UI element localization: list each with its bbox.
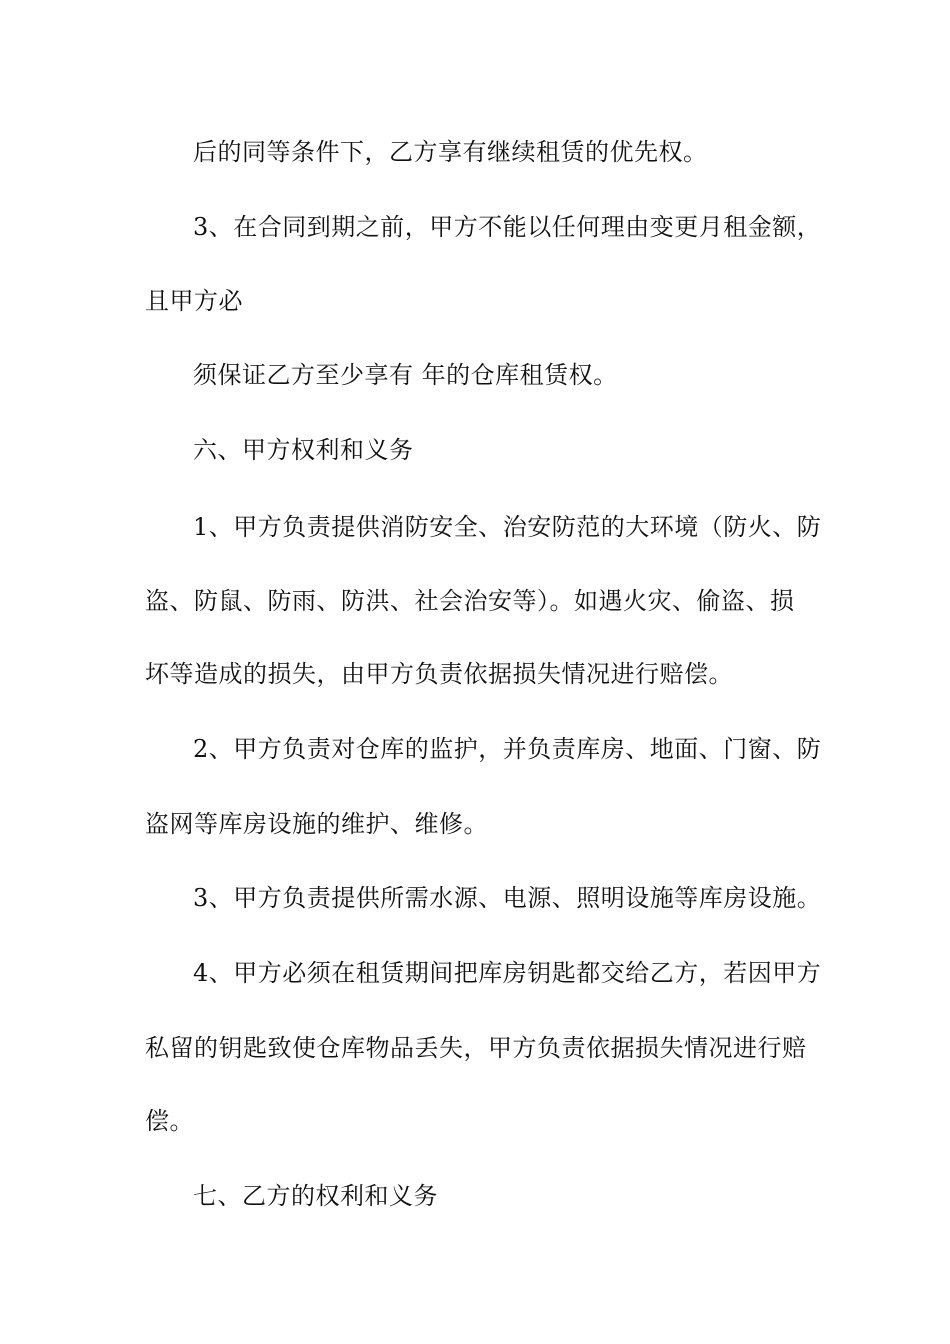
text-line: 偿。 [145,1107,194,1135]
text-line: 须保证乙方至少享有 年的仓库租赁权。 [193,361,618,389]
section-heading: 六、甲方权利和义务 [193,436,414,464]
text-line: 1、甲方负责提供消防安全、治安防范的大环境（防火、防 [193,513,822,541]
section-heading: 七、乙方的权利和义务 [193,1182,438,1210]
text-line: 盗网等库房设施的维护、维修。 [145,810,488,838]
text-line: 后的同等条件下，乙方享有继续租赁的优先权。 [193,138,708,166]
text-line: 坏等造成的损失，由甲方负责依据损失情况进行赔偿。 [145,660,733,688]
text-line: 盗、防鼠、防雨、防洪、社会治安等）。如遇火灾、偷盗、损 [145,587,795,615]
text-line: 3、甲方负责提供所需水源、电源、照明设施等库房设施。 [193,884,822,912]
text-line: 3、在合同到期之前，甲方不能以任何理由变更月租金额， [193,213,822,241]
text-line: 私留的钥匙致使仓库物品丢失，甲方负责依据损失情况进行赔 [145,1034,807,1062]
text-line: 且甲方必 [145,287,243,315]
text-line: 2、甲方负责对仓库的监护，并负责库房、地面、门窗、防 [193,735,822,763]
text-line: 4、甲方必须在租赁期间把库房钥匙都交给乙方，若因甲方 [193,959,822,987]
